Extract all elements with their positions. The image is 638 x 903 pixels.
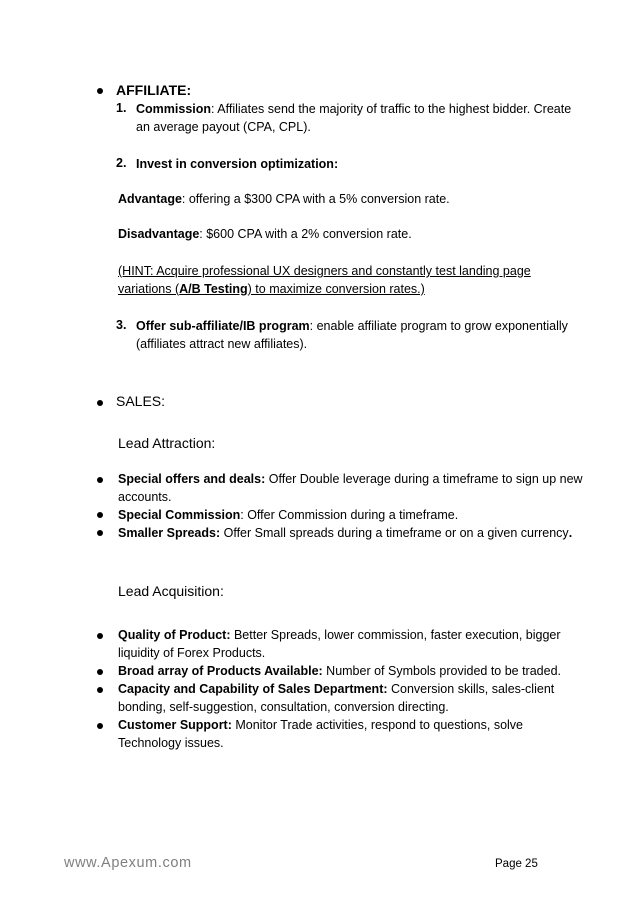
acquisition-text: Monitor Trade activities, respond to questions, solve <box>231 718 524 732</box>
attraction-text: Offer Small spreads during a timeframe or on a given currency <box>220 526 569 540</box>
lead-attraction-heading: Lead Attraction: <box>118 435 216 451</box>
acquisition-item-4 <box>118 716 523 734</box>
commission-text: : Affiliates send the majority of traffic to the highest bidder. Create <box>211 102 572 116</box>
sub-affiliate-line-2: (affiliates attract new affiliates). <box>136 337 308 351</box>
sales-heading: SALES: <box>116 393 166 409</box>
sub-affiliate-label: Offer sub-affiliate/IB program <box>136 319 310 333</box>
bullet-icon <box>97 88 103 94</box>
lead-acquisition-heading: Lead Acquisition: <box>118 583 224 599</box>
commission-label: Commission <box>136 102 212 116</box>
hint-text-a: variations ( <box>118 282 180 296</box>
acquisition-item-2 <box>118 662 561 680</box>
footer-page-number: Page 25 <box>495 858 538 870</box>
disadvantage-text: : $600 CPA with a 2% conversion rate. <box>199 227 412 241</box>
acquisition-text: Number of Symbols provided to be traded. <box>322 664 562 678</box>
acquisition-text: Better Spreads, lower commission, faster execution, bigger <box>230 628 561 642</box>
disadvantage-label: Disadvantage <box>118 227 200 241</box>
acquisition-item-4-cont: Technology issues. <box>118 736 224 750</box>
acquisition-item-1 <box>118 626 561 644</box>
advantage-label: Advantage <box>118 192 182 206</box>
item-number: 2. <box>116 156 127 170</box>
attraction-item-1-cont: accounts. <box>118 490 172 504</box>
commission-line <box>136 100 571 118</box>
item-number: 1. <box>116 101 127 115</box>
attraction-label: Special offers and deals: <box>118 472 266 486</box>
bullet-icon <box>97 477 103 483</box>
acquisition-label: Broad array of Products Available: <box>118 664 323 678</box>
acquisition-item-3-cont: bonding, self-suggestion, consultation, conversion directing. <box>118 700 449 714</box>
bullet-icon <box>97 669 103 675</box>
bullet-icon <box>97 400 103 406</box>
acquisition-label: Quality of Product: <box>118 628 231 642</box>
footer-website: www.Apexum.com <box>64 855 192 871</box>
bullet-icon <box>97 633 103 639</box>
acquisition-item-1-cont: liquidity of Forex Products. <box>118 646 266 660</box>
attraction-item-1 <box>118 470 583 488</box>
hint-line-1: (HINT: Acquire professional UX designers and constantly test landing page <box>118 264 531 278</box>
attraction-end: . <box>568 526 573 540</box>
acquisition-label: Customer Support: <box>118 718 232 732</box>
commission-line-2: an average payout (CPA, CPL). <box>136 120 311 134</box>
attraction-text: Offer Double leverage during a timeframe to sign up new <box>265 472 583 486</box>
bullet-icon <box>97 723 103 729</box>
conversion-optimization-label: Invest in conversion optimization: <box>136 157 339 171</box>
attraction-label: Special Commission <box>118 508 241 522</box>
hint-text-b: ) to maximize conversion rates.) <box>247 282 425 296</box>
acquisition-item-3 <box>118 680 554 698</box>
attraction-text: : Offer Commission during a timeframe. <box>240 508 459 522</box>
bullet-icon <box>97 512 103 518</box>
hint-line-2 <box>118 280 425 298</box>
affiliate-heading: AFFILIATE: <box>116 82 192 98</box>
ab-testing-label: A/B Testing <box>179 282 248 296</box>
disadvantage-line <box>118 225 412 243</box>
bullet-icon <box>97 530 103 536</box>
attraction-item-3 <box>118 524 572 542</box>
attraction-label: Smaller Spreads: <box>118 526 221 540</box>
sub-affiliate-line <box>136 317 568 335</box>
item-number: 3. <box>116 318 127 332</box>
sub-affiliate-text: : enable affiliate program to grow exponentially <box>309 319 568 333</box>
attraction-item-2 <box>118 506 458 524</box>
advantage-line <box>118 190 450 208</box>
advantage-text: : offering a $300 CPA with a 5% conversion rate. <box>181 192 450 206</box>
bullet-icon <box>97 687 103 693</box>
acquisition-label: Capacity and Capability of Sales Department: <box>118 682 388 696</box>
acquisition-text: Conversion skills, sales-client <box>387 682 555 696</box>
